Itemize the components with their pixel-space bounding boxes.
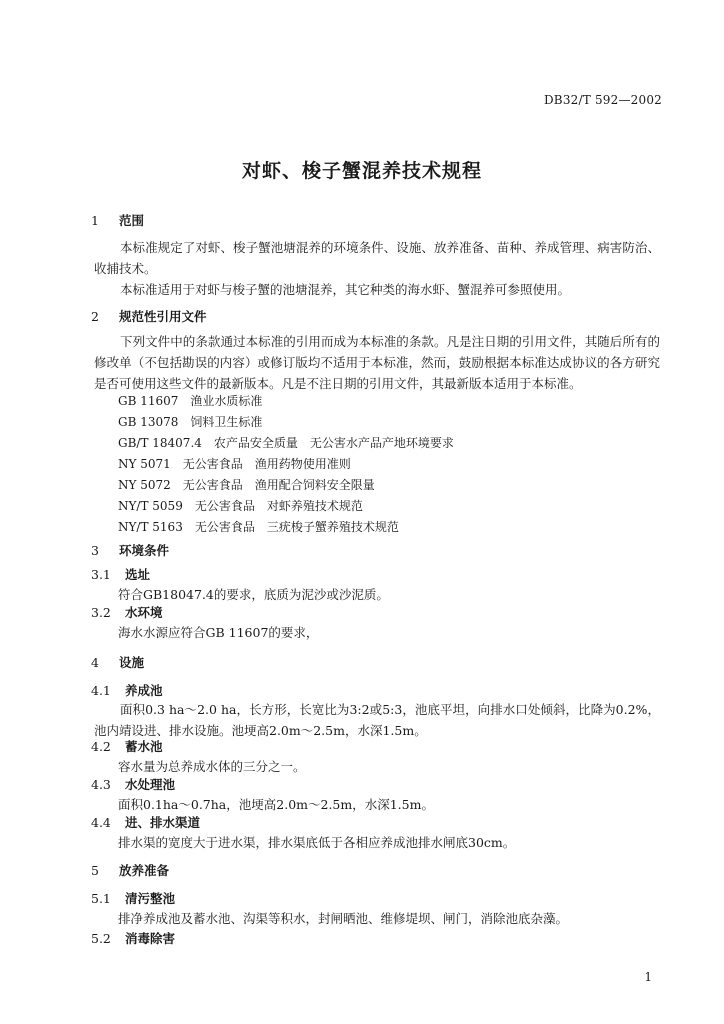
subsection-3-1-text: 符合GB18047.4的要求，底质为泥沙或沙泥质。 xyxy=(118,587,389,602)
subsection-title: 水处理池 xyxy=(125,777,176,792)
subsection-number: 4.4 xyxy=(91,815,111,830)
subsection-3-1-heading xyxy=(91,565,150,583)
subsection-number: 3.2 xyxy=(91,605,111,620)
subsection-4-2-text: 容水量为总养成水体的三分之一。 xyxy=(118,759,306,774)
section-title: 放养准备 xyxy=(119,863,170,878)
subsection-5-1-text: 排净养成池及蓄水池、沟渠等积水，封闸晒池、维修堤坝、闸门，消除池底杂藻。 xyxy=(118,911,569,926)
subsection-number: 4.2 xyxy=(91,739,111,754)
page-number: 1 xyxy=(644,970,652,984)
reference-item: GB 13078 饲料卫生标准 xyxy=(118,415,263,429)
subsection-number: 4.1 xyxy=(91,683,111,698)
section-5-heading xyxy=(91,861,169,879)
standard-code: DB32/T 592—2002 xyxy=(543,93,662,107)
subsection-4-4-text: 排水渠的宽度大于进水渠，排水渠底低于各相应养成池排水闸底30cm。 xyxy=(118,835,516,850)
subsection-3-2-text: 海水水源应符合GB 11607的要求， xyxy=(118,625,319,640)
subsection-4-1-text: 面积0.3 ha～2.0 ha，长方形，长宽比为3:2或5:3，池底平坦，向排水口处倾斜，比降为0.2%，池内靖设进、排水设施。池埂高2.0m～2.5m，水深1.5m。 xyxy=(94,702,660,738)
subsection-title: 清污整池 xyxy=(125,891,176,906)
subsection-4-1-heading xyxy=(91,681,163,699)
section-number: 1 xyxy=(91,213,99,228)
subsection-number: 5.2 xyxy=(91,931,111,946)
subsection-title: 进、排水渠道 xyxy=(125,815,201,830)
reference-item: NY/T 5163 无公害食品 三疣梭子蟹养殖技术规范 xyxy=(118,520,399,534)
section-title: 范围 xyxy=(119,213,145,228)
subsection-5-1-heading xyxy=(91,889,175,907)
section-2-heading xyxy=(91,307,207,325)
subsection-4-3-text: 面积0.1ha～0.7ha，池埂高2.0m～2.5m，水深1.5m。 xyxy=(118,797,434,812)
document-title: 对虾、梭子蟹混养技术规程 xyxy=(241,160,482,182)
reference-item: GB 11607 渔业水质标准 xyxy=(118,394,263,408)
subsection-3-2-heading xyxy=(91,603,163,621)
section-title: 规范性引用文件 xyxy=(119,309,207,324)
section-title: 设施 xyxy=(119,655,145,670)
section-number: 2 xyxy=(91,309,99,324)
section-1-heading xyxy=(91,211,144,229)
subsection-title: 蓄水池 xyxy=(125,739,163,754)
section-number: 4 xyxy=(91,655,99,670)
section-2-paragraph: 下列文件中的条款通过本标准的引用而成为本标准的条款。凡是注日期的引用文件，其随后所有的修改单（不包括勘误的内容）或修订版均不适用于本标准，然而，鼓励根据本标准达成协议的各方研究是否可使用这些文件的最新版本。凡是不注日期的引用文件，其最新版本适用于本标准。 xyxy=(94,334,660,391)
subsection-number: 3.1 xyxy=(91,567,111,582)
section-1-paragraph-2: 本标准适用于对虾与梭子蟹的池塘混养，其它种类的海水虾、蟹混养可参照使用。 xyxy=(120,282,571,297)
subsection-title: 养成池 xyxy=(125,683,163,698)
subsection-4-2-heading xyxy=(91,737,163,755)
subsection-number: 5.1 xyxy=(91,891,111,906)
section-title: 环境条件 xyxy=(119,543,170,558)
subsection-number: 4.3 xyxy=(91,777,111,792)
subsection-4-4-heading xyxy=(91,813,200,831)
subsection-title: 消毒除害 xyxy=(125,931,176,946)
section-4-heading xyxy=(91,653,144,671)
subsection-4-3-heading xyxy=(91,775,175,793)
section-number: 3 xyxy=(91,543,99,558)
reference-item: NY/T 5059 无公害食品 对虾养殖技术规范 xyxy=(118,499,363,513)
reference-item: GB/T 18407.4 农产品安全质量 无公害水产品产地环境要求 xyxy=(118,436,454,450)
reference-item: NY 5071 无公害食品 渔用药物使用准则 xyxy=(118,457,351,471)
section-3-heading xyxy=(91,541,169,559)
subsection-title: 选址 xyxy=(125,567,151,582)
section-number: 5 xyxy=(91,863,99,878)
section-1-paragraph-1: 本标准规定了对虾、梭子蟹池塘混养的环境条件、设施、放养准备、苗种、养成管理、病害防治、收捕技术。 xyxy=(94,240,660,276)
reference-item: NY 5072 无公害食品 渔用配合饲料安全限量 xyxy=(118,478,375,492)
subsection-5-2-heading xyxy=(91,929,175,947)
subsection-title: 水环境 xyxy=(125,605,163,620)
